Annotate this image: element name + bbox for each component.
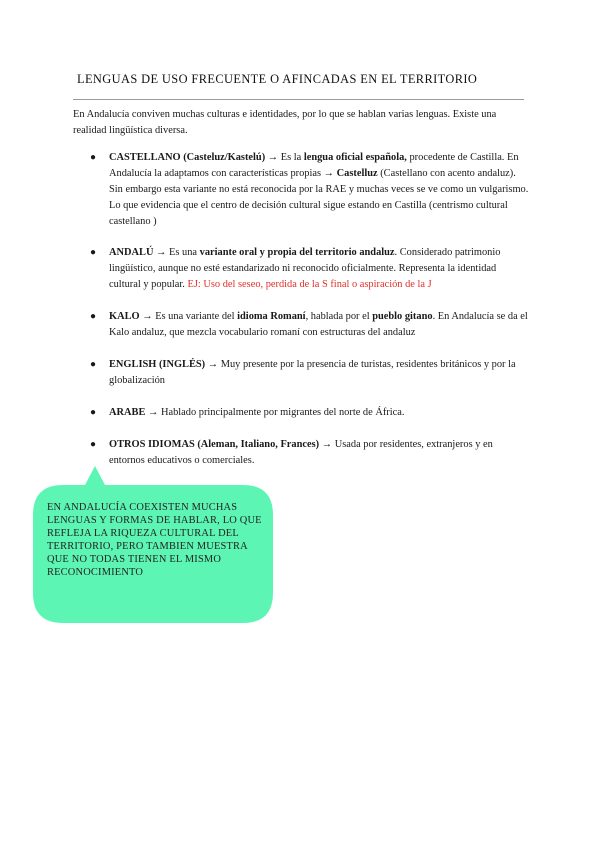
bullet-dot-icon: ● bbox=[90, 407, 97, 418]
bullet-dot-icon: ● bbox=[90, 152, 97, 163]
text-segment: . En Andalucía se da el Kalo andaluz, que mezcla vocabulario romaní con estructuras del andaluz bbox=[109, 311, 528, 338]
list-item-castellano bbox=[90, 150, 530, 230]
bullet-dot-icon: ● bbox=[90, 247, 97, 258]
text-segment: → Muy presente por la presencia de turistas, residentes británicos y por la globalización bbox=[109, 359, 516, 386]
emph-lengua-oficial: lengua oficial española, bbox=[303, 152, 407, 163]
text-segment: → Es una bbox=[153, 247, 200, 258]
intro-paragraph: En Andalucía conviven muchas culturas e identidades, por lo que se hablan varias lenguas. Existe una realidad lingüística diversa. bbox=[73, 109, 497, 136]
emph-idioma-romani: idioma Romaní bbox=[237, 311, 306, 322]
title-divider bbox=[73, 99, 524, 100]
term-castellano: CASTELLANO (Casteluz/Kastelú) bbox=[109, 152, 266, 163]
example-red-text: EJ: Uso del seseo, perdida de la S final o aspiración de la J bbox=[187, 279, 432, 290]
term-arabe: ARABE bbox=[109, 407, 146, 418]
bullet-dot-icon: ● bbox=[90, 311, 97, 322]
text-segment: procedente de Castilla. En Andalucía la adaptamos con características propias → bbox=[109, 152, 519, 179]
bullet-dot-icon: ● bbox=[90, 359, 97, 370]
text-segment: , hablada por el bbox=[305, 311, 373, 322]
emph-castelluz: Castelluz bbox=[336, 168, 378, 179]
term-andalu: ANDALÚ bbox=[109, 247, 154, 258]
list-item-arabe bbox=[90, 405, 530, 421]
list-item-kalo bbox=[90, 309, 530, 341]
text-segment: → Hablado principalmente por migrantes del norte de África. bbox=[145, 407, 405, 418]
emph-variante-oral: variante oral y propia del territorio andaluz bbox=[199, 247, 395, 258]
term-otros-idiomas: OTROS IDIOMAS (Aleman, Italiano, Frances) bbox=[109, 439, 320, 450]
language-list bbox=[90, 150, 530, 469]
text-segment: . Considerado patrimonio lingüístico, aunque no esté estandarizado ni reconocido oficialmente. Representa la identidad cultural y popular. bbox=[109, 247, 501, 290]
bullet-dot-icon: ● bbox=[90, 439, 97, 450]
callout-text: EN ANDALUCÍA COEXISTEN MUCHAS LENGUAS Y FORMAS DE HABLAR, LO QUE REFLEJA LA RIQUEZA CULTURAL DEL TERRITORIO, PERO TAMBIEN MUESTRA QUE NO TODAS TIENEN EL MISMO RECONOCIMIENTO bbox=[47, 502, 262, 578]
summary-callout bbox=[33, 463, 273, 623]
text-segment: → Es la bbox=[265, 152, 304, 163]
emph-pueblo-gitano: pueblo gitano bbox=[372, 311, 433, 322]
text-segment: → Es una variante del bbox=[139, 311, 238, 322]
term-english: ENGLISH (INGLÉS) bbox=[109, 359, 206, 370]
document-title: LENGUAS DE USO FRECUENTE O AFINCADAS EN EL TERRITORIO bbox=[77, 72, 478, 86]
term-kalo: KALO bbox=[109, 311, 140, 322]
list-item-andalu bbox=[90, 245, 530, 293]
text-segment: → Usada por residentes, extranjeros y en entornos educativos o comerciales. bbox=[109, 439, 493, 466]
list-item-english bbox=[90, 357, 530, 389]
text-segment: (Castellano con acento andaluz). Sin embargo esta variante no está reconocida por la RAE y muchas veces se ve como un vulgarismo. Lo que evidencia que el centro de decisión cultural sigue estando en Castilla (centrismo cultural castellano ) bbox=[109, 168, 529, 227]
